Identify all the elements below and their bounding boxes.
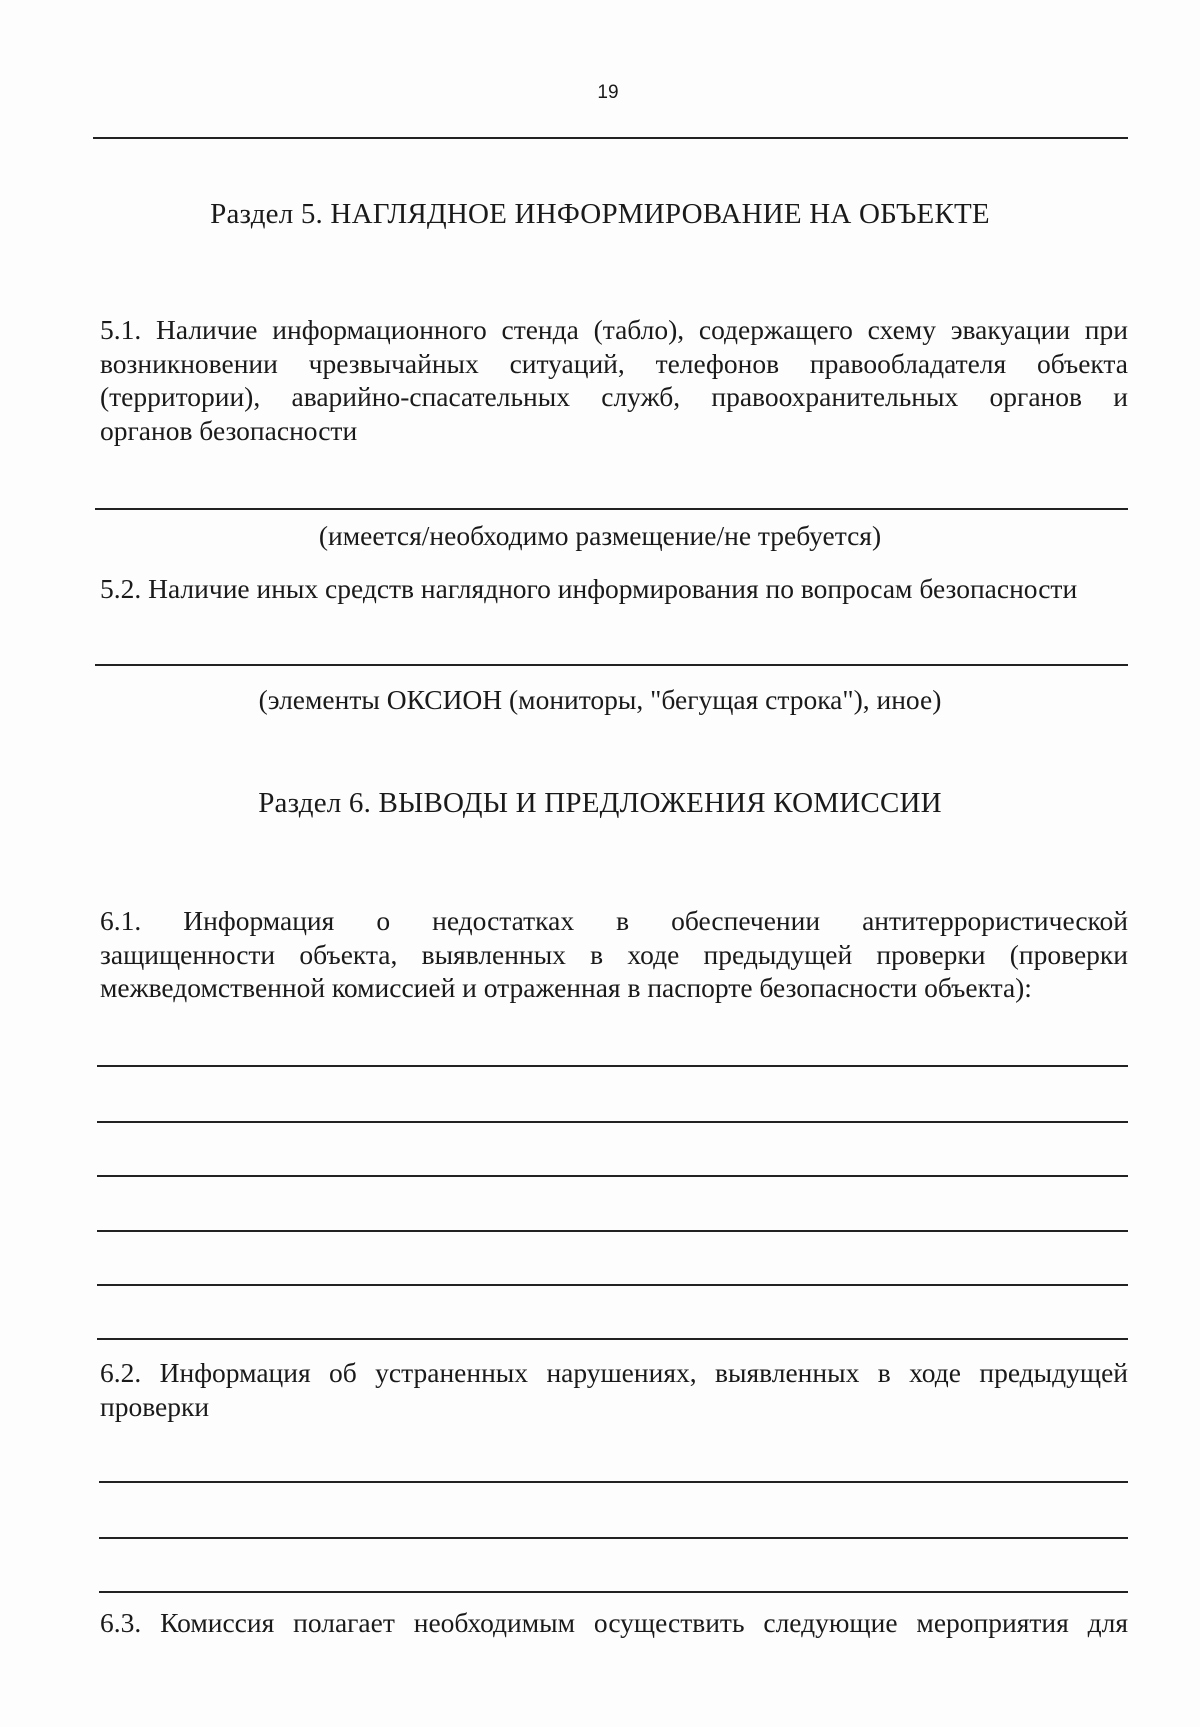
answer-line-5-2[interactable] (95, 664, 1128, 666)
answer-line-6-1-c[interactable] (97, 1175, 1128, 1177)
item-5-2-paragraph (100, 572, 1128, 606)
answer-line-6-1-d[interactable] (97, 1230, 1128, 1232)
item-6-2-paragraph (100, 1356, 1128, 1423)
section-6-title: Раздел 6. ВЫВОДЫ И ПРЕДЛОЖЕНИЯ КОМИССИИ (258, 787, 942, 819)
item-6-3-line-1: 6.3. Комиссия полагает необходимым осуществить следующие мероприятия для (100, 1607, 1128, 1638)
answer-line-6-2-c[interactable] (99, 1591, 1128, 1593)
item-5-1-paragraph (100, 313, 1128, 447)
item-5-2-line-1: 5.2. Наличие иных средств наглядного информирования по вопросам безопасности (100, 573, 1078, 604)
item-6-1-line-3: межведомственной комиссией и отраженная в паспорте безопасности объекта): (100, 972, 1032, 1003)
item-6-2-line-2: проверки (100, 1390, 210, 1422)
header-rule (93, 137, 1128, 139)
hint-5-1: (имеется/необходимо размещение/не требуется) (318, 520, 882, 551)
answer-line-6-1-b[interactable] (97, 1121, 1128, 1123)
item-6-1-paragraph (100, 904, 1128, 1005)
answer-line-6-2-a[interactable] (99, 1481, 1128, 1483)
item-5-1-line-2: возникновении чрезвычайных ситуаций, телефонов правообладателя объекта (100, 347, 1128, 379)
section-5-title: Раздел 5. НАГЛЯДНОЕ ИНФОРМИРОВАНИЕ НА ОБЪЕКТЕ (210, 198, 990, 230)
item-6-1-line-2: защищенности объекта, выявленных в ходе предыдущей проверки (проверки (100, 938, 1128, 970)
item-5-1-line-3: (территории), аварийно-спасательных служб, правоохранительных органов и (100, 381, 1128, 412)
item-6-3-paragraph (100, 1606, 1128, 1640)
answer-line-6-1-a[interactable] (97, 1065, 1128, 1067)
item-6-2-line-1: 6.2. Информация об устраненных нарушениях, выявленных в ходе предыдущей (100, 1357, 1128, 1388)
answer-line-6-1-e[interactable] (97, 1284, 1128, 1286)
answer-line-6-2-b[interactable] (99, 1537, 1128, 1539)
answer-line-6-1-f[interactable] (97, 1338, 1128, 1340)
item-5-1-line-1: 5.1. Наличие информационного стенда (табло), содержащего схему эвакуации при (100, 314, 1128, 345)
answer-line-5-1[interactable] (95, 508, 1128, 510)
item-6-1-line-1: 6.1. Информация о недостатках в обеспечении антитеррористической (100, 905, 1128, 936)
item-5-1-line-4: органов безопасности (100, 414, 358, 446)
page-number: 19 (597, 82, 619, 103)
hint-5-2: (элементы ОКСИОН (мониторы, "бегущая строка"), иное) (258, 684, 942, 715)
